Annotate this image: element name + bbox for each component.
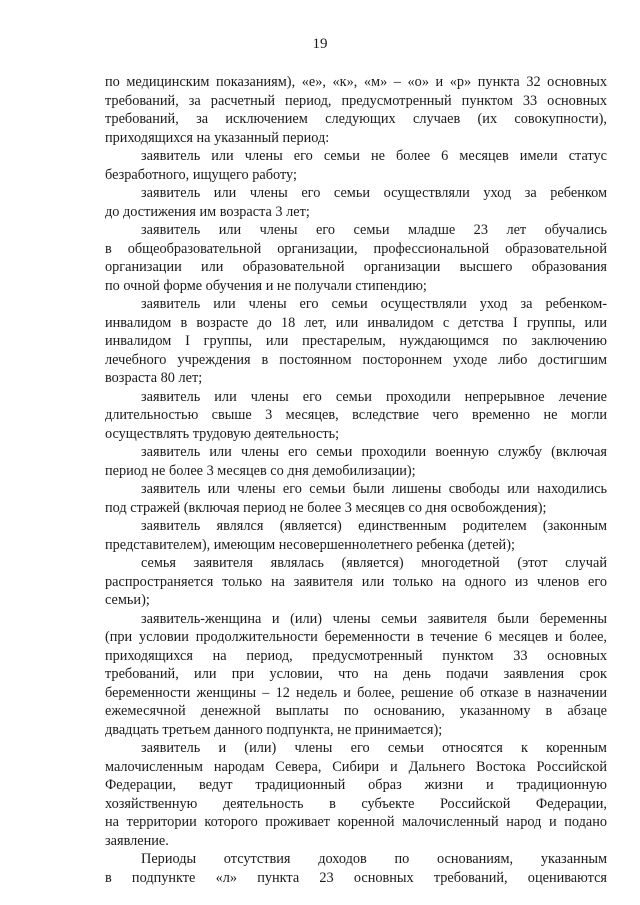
text-line: (при условии продолжительности беременности в течение 6 месяцев и более, [105,629,607,645]
paragraph [105,850,607,887]
text-line: инвалидом в возрасте до 18 лет, или инвалидом с детства I группы, или [105,314,607,331]
text-line: по очной форме обучения и не получали стипендию; [105,277,427,294]
text-line: приходящихся на период, предусмотренный пунктом 33 основных [105,647,607,664]
document-body [105,73,607,887]
text-line: в общеобразовательной организации, профессиональной образовательной [105,240,607,257]
text-line: в подпункте «л» пункта 23 основных требований, оцениваются [105,869,607,886]
text-line: заявитель или члены его семьи были лишены свободы или находились [141,481,607,497]
text-line: длительностью свыше 3 месяцев, вследствие чего временно не могли [105,407,607,423]
text-line: заявитель или члены его семьи проходили непрерывное лечение [141,388,607,405]
text-line: требований, за исключением следующих случаев (их совокупности), [105,111,607,127]
text-line: заявитель или члены его семьи младше 23 лет обучались [141,222,607,238]
text-line: заявитель или члены его семьи осуществляли уход за ребенком- [141,296,607,312]
paragraph [105,388,607,444]
text-line: под стражей (включая период не более 3 месяцев со дня освобождения); [105,499,547,516]
text-line: требований, или при условии, что на день подачи заявления срок [105,666,607,682]
text-line: на территории которого проживает коренной малочисленный народ и подано [105,814,607,830]
text-line: возраста 80 лет; [105,370,203,386]
text-line: заявитель и (или) члены его семьи относятся к коренным [141,740,607,756]
text-line: период не более 3 месяцев со дня демобилизации); [105,462,416,479]
text-line: двадцать третьем данного подпункта, не принимается); [105,721,443,738]
text-line: заявитель или члены его семьи не более 6 месяцев имели статус [141,148,607,164]
paragraph [105,517,607,554]
paragraph [105,295,607,388]
text-line: Федерации, ведут традиционный образ жизни и традиционную [105,777,607,793]
text-line: организации или образовательной организации высшего образования [105,259,607,275]
text-line: беременности женщины – 12 недель и более, решение об отказе в назначении [105,684,607,701]
paragraph [105,73,607,147]
text-line: заявитель или члены его семьи проходили военную службу (включая [141,444,607,460]
text-line: требований, за расчетный период, предусмотренный пунктом 33 основных [105,92,607,109]
paragraph [105,480,607,517]
paragraph [105,610,607,740]
text-line: приходящихся на указанный период: [105,129,330,146]
paragraph [105,221,607,295]
text-line: по медицинским показаниям), «е», «к», «м» – «о» и «р» пункта 32 основных [105,74,607,90]
paragraph [105,184,607,221]
text-line: семьи); [105,592,150,608]
text-line: Периоды отсутствия доходов по основаниям, указанным [141,851,607,867]
text-line: осуществлять трудовую деятельность; [105,425,340,442]
paragraph [105,147,607,184]
text-line: заявитель являлся (является) единственным родителем (законным [141,518,607,534]
text-line: до достижения им возраста 3 лет; [105,203,310,220]
paragraph [105,443,607,480]
page-number: 19 [312,36,328,52]
text-line: представителем), имеющим несовершеннолетнего ребенка (детей); [105,536,515,553]
text-line: ежемесячной денежной выплаты по основанию, указанному в абзаце [105,703,607,719]
text-line: распространяется только на заявителя или только на одного из членов его [105,573,607,590]
text-line: заявитель-женщина и (или) члены семьи заявителя были беременны [141,610,607,627]
text-line: хозяйственную деятельность в субъекте Российской Федерации, [105,795,607,812]
text-line: малочисленным народам Севера, Сибири и Дальнего Востока Российской [105,758,607,775]
text-line: безработного, ищущего работу; [105,166,297,183]
text-line: семья заявителя являлась (является) многодетной (этот случай [141,555,607,571]
text-line: заявление. [105,832,169,849]
text-line: лечебного учреждения в постоянном постороннем уходе либо достигшим [105,351,607,368]
text-line: инвалидом I группы, или престарелым, нуждающимся по заключению [105,333,607,349]
paragraph [105,739,607,850]
text-line: заявитель или члены его семьи осуществляли уход за ребенком [141,185,607,201]
paragraph [105,554,607,610]
